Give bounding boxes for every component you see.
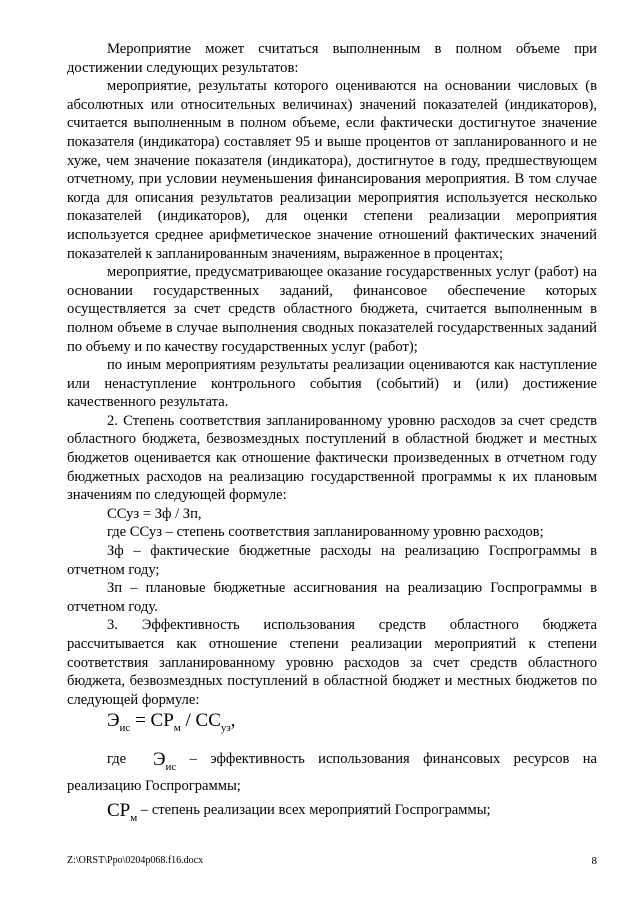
formula-divide: / [180, 710, 196, 732]
eis-symbol-subscript: ис [165, 760, 177, 773]
footer-file-path: Z:\ORST\Ppo\0204p068.f16.docx [67, 855, 204, 866]
srm-symbol-base: СР [107, 800, 131, 822]
paragraph-zf-definition: Зф – фактические бюджетные расходы на реализацию Госпрограммы в отчетном году; [67, 543, 597, 578]
formula-e-subscript: ис [119, 722, 131, 735]
formula-ss-symbol: СС [195, 710, 221, 732]
formula-equals: = [130, 710, 151, 732]
paragraph-eis-definition [67, 750, 597, 795]
formula-efficiency [67, 709, 597, 740]
document-body [67, 40, 597, 828]
paragraph-zp-definition: Зп – плановые бюджетные ассигнования на реализацию Госпрограммы в отчетном году. [67, 580, 597, 615]
paragraph-srm-definition [67, 801, 597, 827]
formula-sr-symbol: СР [150, 710, 174, 732]
formula-sr-subscript: м [173, 722, 181, 735]
formula-ssuz: ССуз = Зф / Зп, [107, 505, 202, 522]
formula-e-symbol: Э [107, 710, 120, 732]
srm-symbol-subscript: м [130, 811, 138, 824]
eis-symbol [152, 749, 177, 773]
paragraph-other-measures: по иным мероприятиям результаты реализации оцениваются как наступление или ненаступление контрольного события (событий) и (или) достижение качественного результата. [67, 357, 597, 411]
srm-symbol [107, 800, 138, 824]
formula-comma: , [230, 710, 236, 732]
paragraph-section-2: 2. Степень соответствия запланированному уровню расходов за счет средств областного бюджета, безвозмездных поступлений в областной бюджет и местных бюджетов оценивается как отношение фактически произведенных в отчетном году бюджетных расходов на реализацию государственной программы к их плановым значениям по следующей формуле: [67, 412, 597, 504]
paragraph-ssuz-definition: где ССуз – степень соответствия запланированному уровню расходов; [107, 524, 544, 541]
formula-ss-subscript: уз [220, 722, 231, 735]
eis-definition-text: – эффективность использования финансовых ресурсов на реализацию Госпрограммы; [67, 751, 597, 794]
footer-page-number: 8 [591, 855, 597, 867]
paragraph-numeric-indicators: мероприятие, результаты которого оцениваются на основании числовых (в абсолютных или относительных величинах) значений показателей (индикаторов), считается выполненным в полном объеме, если фактически достигнутое значение показателя (индикатора) составляет 95 и выше процентов от запланированного и не хуже, чем значение показателя (индикатора), достигнутое в году, предшествующем отчетному, при условии неуменьшения финансирования мероприятия. В том случае когда для описания результатов реализации мероприятия используется несколько показателей (индикаторов), для оценки степени реализации мероприятия используется среднее арифметическое значение отношений фактических значений показателей к запланированным значениям, выраженное в процентах; [67, 78, 597, 262]
srm-definition-text: – степень реализации всех мероприятий Госпрограммы; [137, 802, 491, 819]
paragraph-state-services: мероприятие, предусматривающее оказание государственных услуг (работ) на основании государственных заданий, финансовое обеспечение которых осуществляется за счет средств областного бюджета, считается выполненным в полном объеме в случае выполнения сводных показателей государственных заданий по объему и по качеству государственных услуг (работ); [67, 264, 597, 355]
eis-prefix: где [107, 751, 127, 768]
paragraph-intro: Мероприятие может считаться выполненным в полном объеме при достижении следующих результатов: [67, 41, 597, 76]
paragraph-section-3: 3. Эффективность использования средств областного бюджета рассчитывается как отношение степени реализации мероприятий к степени соответствия запланированному уровню расходов за счет средств областного бюджета, безвозмездных поступлений в областной бюджет и местных бюджетов по следующей формуле: [67, 617, 597, 708]
eis-symbol-base: Э [152, 749, 166, 771]
